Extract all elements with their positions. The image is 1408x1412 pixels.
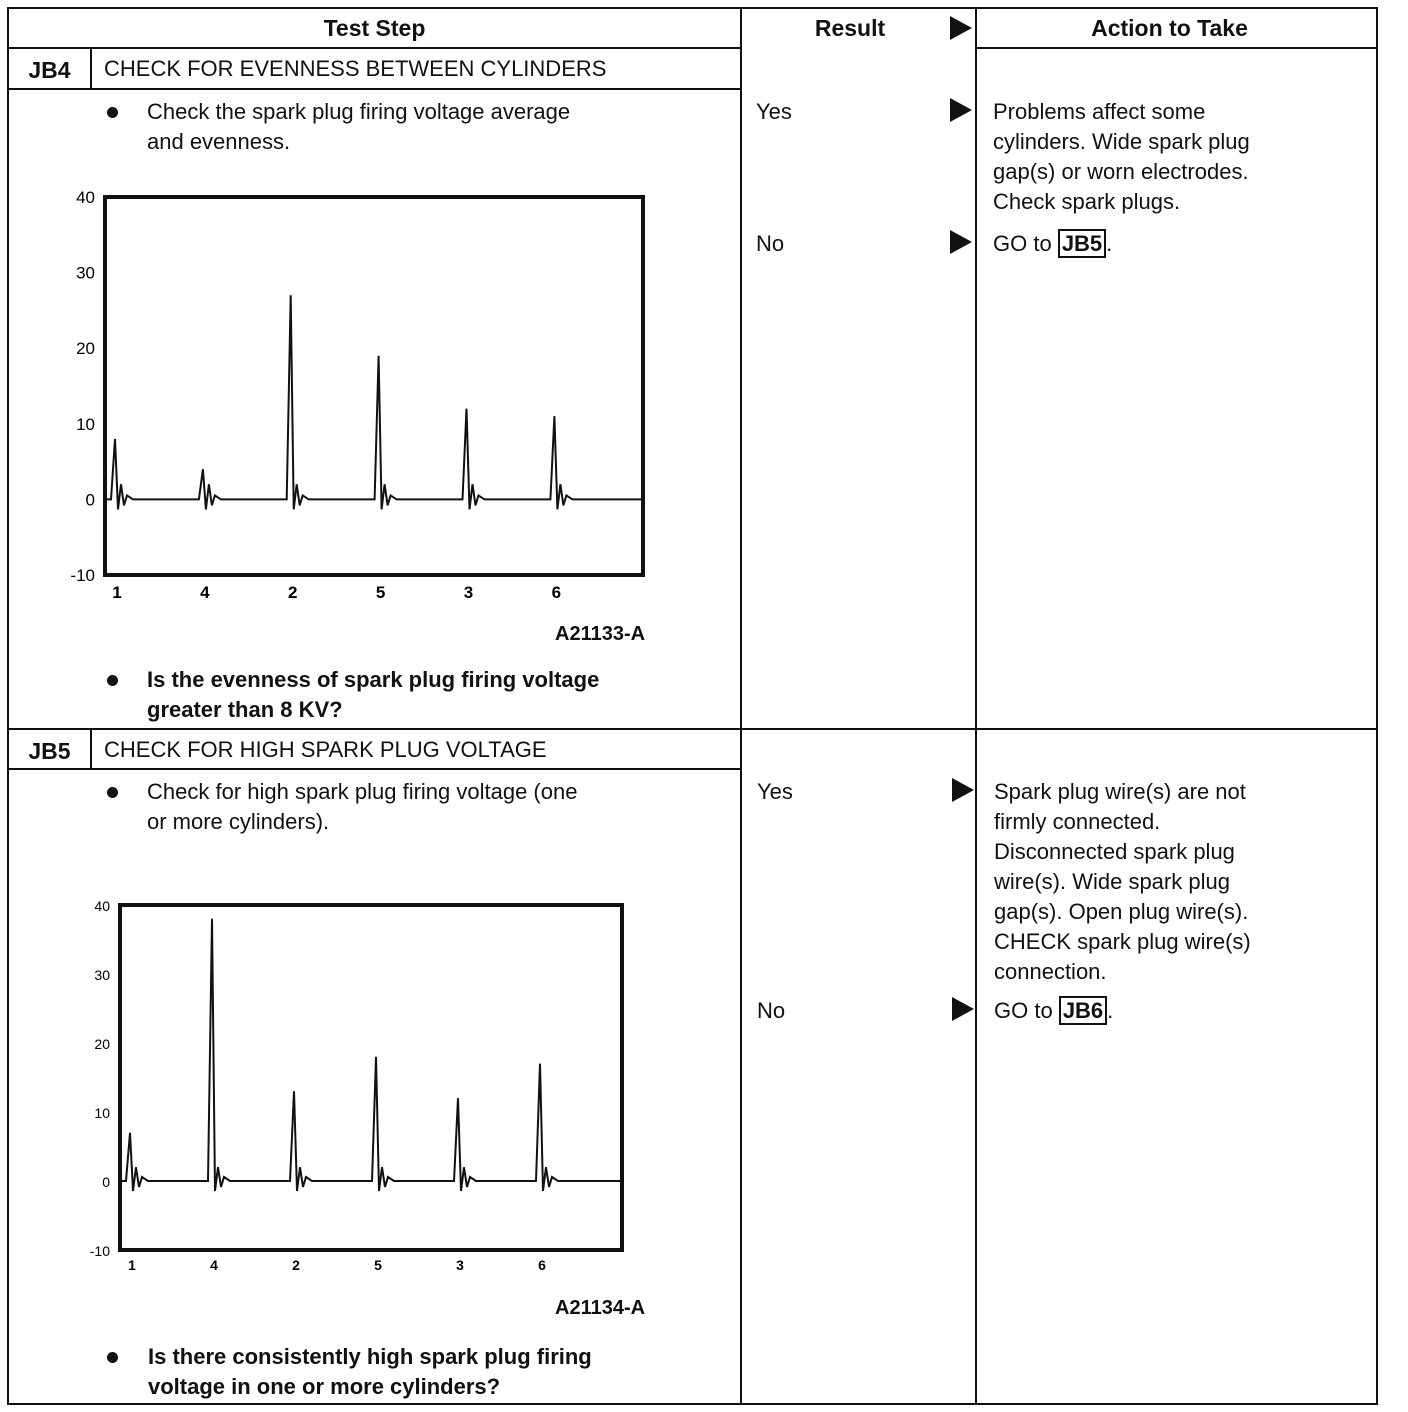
jb5-yes-action-line: connection. (994, 959, 1107, 984)
jb5-result-yes: Yes (757, 779, 793, 804)
header-test-step: Test Step (323, 15, 426, 41)
jb4-figure-id: A21133-A (555, 623, 646, 645)
c1-cylinder-label: 1 (112, 583, 122, 602)
col-divider-1 (740, 7, 742, 1405)
c1-y-tick-label: 40 (76, 188, 95, 207)
table-left-border (7, 7, 9, 1405)
jb5-figure-id: A21134-A (555, 1297, 646, 1319)
header-action: Action to Take (1091, 15, 1248, 41)
jb4-yes-action (993, 97, 1368, 217)
jb4-goto-prefix: GO to (993, 231, 1052, 256)
jb4-instruction-line1: Check the spark plug firing voltage average (147, 99, 571, 124)
table-bottom-border (7, 1403, 1378, 1405)
c2-cylinder-label: 1 (128, 1257, 136, 1273)
jb5-yes-arrow-icon (952, 778, 974, 802)
jb5-step-title: CHECK FOR HIGH SPARK PLUG VOLTAGE (104, 737, 547, 762)
jb5-goto-suffix: . (1107, 998, 1114, 1023)
jb4-voltage-chart (60, 185, 680, 605)
jb5-question-bullet-icon (107, 1352, 118, 1363)
jb4-title-underline (7, 88, 742, 90)
jb5-yes-action-line: CHECK spark plug wire(s) (994, 929, 1251, 954)
c2-y-tick-label: -10 (89, 1243, 110, 1259)
jb4-result-no: No (756, 231, 785, 256)
jb4-yes-action-line: cylinders. Wide spark plug (993, 129, 1250, 154)
c2-cylinder-label: 4 (210, 1257, 218, 1273)
jb4-instruction-bullet-icon (107, 107, 118, 118)
jb4-step-title: CHECK FOR EVENNESS BETWEEN CYLINDERS (104, 56, 607, 81)
jb4-no-arrow-icon (950, 230, 972, 254)
jb5-no-action (994, 996, 1113, 1026)
jb5-yes-action-line: Spark plug wire(s) are not (994, 779, 1246, 804)
c2-cylinder-label: 5 (374, 1257, 382, 1273)
table-right-border (1376, 7, 1378, 1405)
jb5-id-divider (90, 730, 92, 770)
c1-cylinder-label: 6 (551, 583, 562, 602)
jb5-yes-action (994, 777, 1369, 987)
c2-cylinder-label: 3 (456, 1257, 464, 1273)
jb5-goto-link[interactable]: JB6 (1059, 996, 1107, 1025)
jb4-question-line2: greater than 8 KV? (147, 697, 343, 722)
jb4-step-id: JB4 (28, 57, 71, 83)
jb4-question-line1: Is the evenness of spark plug firing voltage (147, 667, 600, 692)
c2-y-tick-label: 0 (102, 1174, 110, 1190)
jb5-yes-action-line: gap(s). Open plug wire(s). (994, 899, 1249, 924)
row-divider (7, 728, 1378, 730)
jb5-title-underline (7, 768, 742, 770)
jb4-chart-frame (105, 197, 643, 575)
jb4-goto-suffix: . (1106, 231, 1113, 256)
c1-y-tick-label: 20 (76, 339, 95, 359)
jb5-step-id: JB5 (28, 738, 71, 764)
header-arrow-icon (950, 16, 972, 40)
jb5-yes-action-line: Disconnected spark plug (994, 839, 1235, 864)
jb4-yes-action-line: Check spark plugs. (993, 189, 1181, 214)
c1-y-tick-label: 10 (76, 414, 95, 434)
jb5-voltage-chart (75, 893, 645, 1283)
jb5-waveform-trace (122, 919, 620, 1191)
jb5-no-arrow-icon (952, 997, 974, 1021)
c2-y-tick-label: 40 (94, 898, 110, 914)
jb4-yes-arrow-icon (950, 98, 972, 122)
header-rule-action (975, 47, 1378, 49)
c2-y-tick-label: 10 (94, 1105, 110, 1121)
jb5-question-line1: Is there consistently high spark plug firing (148, 1344, 592, 1369)
c2-cylinder-label: 2 (292, 1257, 300, 1273)
jb5-instruction-line2: or more cylinders). (147, 809, 330, 834)
jb4-question-bullet-icon (107, 675, 118, 686)
jb4-id-divider (90, 49, 92, 89)
jb5-instruction-line1: Check for high spark plug firing voltage (one (147, 779, 578, 804)
col-divider-2 (975, 7, 977, 1405)
table-top-border (7, 7, 1377, 9)
jb5-yes-action-line: wire(s). Wide spark plug (994, 869, 1230, 894)
jb4-goto-link[interactable]: JB5 (1058, 229, 1106, 258)
jb5-instruction-bullet-icon (107, 787, 118, 798)
jb4-yes-action-line: gap(s) or worn electrodes. (993, 159, 1249, 184)
header-rule-teststep (7, 47, 742, 49)
c1-y-tick-label: 30 (76, 263, 95, 283)
jb5-chart-frame (120, 905, 622, 1250)
c1-cylinder-label: 2 (288, 583, 298, 602)
jb4-waveform-trace (107, 295, 641, 509)
jb5-goto-prefix: GO to (994, 998, 1053, 1023)
jb5-yes-action-line: firmly connected. (994, 809, 1161, 834)
c1-y-tick-label: 0 (85, 490, 95, 510)
c2-cylinder-label: 6 (538, 1257, 546, 1273)
jb4-no-action (993, 229, 1112, 259)
c2-y-tick-label: 30 (94, 967, 110, 983)
jb4-result-yes: Yes (756, 99, 792, 124)
jb5-question-line2: voltage in one or more cylinders? (148, 1374, 501, 1399)
c1-cylinder-label: 4 (200, 583, 210, 602)
c1-y-tick-label: -10 (70, 566, 95, 585)
c1-cylinder-label: 3 (463, 583, 474, 602)
jb4-instruction-line2: and evenness. (147, 129, 291, 154)
c1-cylinder-label: 5 (375, 583, 386, 602)
jb5-result-no: No (757, 998, 786, 1023)
c2-y-tick-label: 20 (94, 1036, 110, 1052)
header-result: Result (814, 15, 886, 41)
jb4-yes-action-line: Problems affect some (993, 99, 1206, 124)
